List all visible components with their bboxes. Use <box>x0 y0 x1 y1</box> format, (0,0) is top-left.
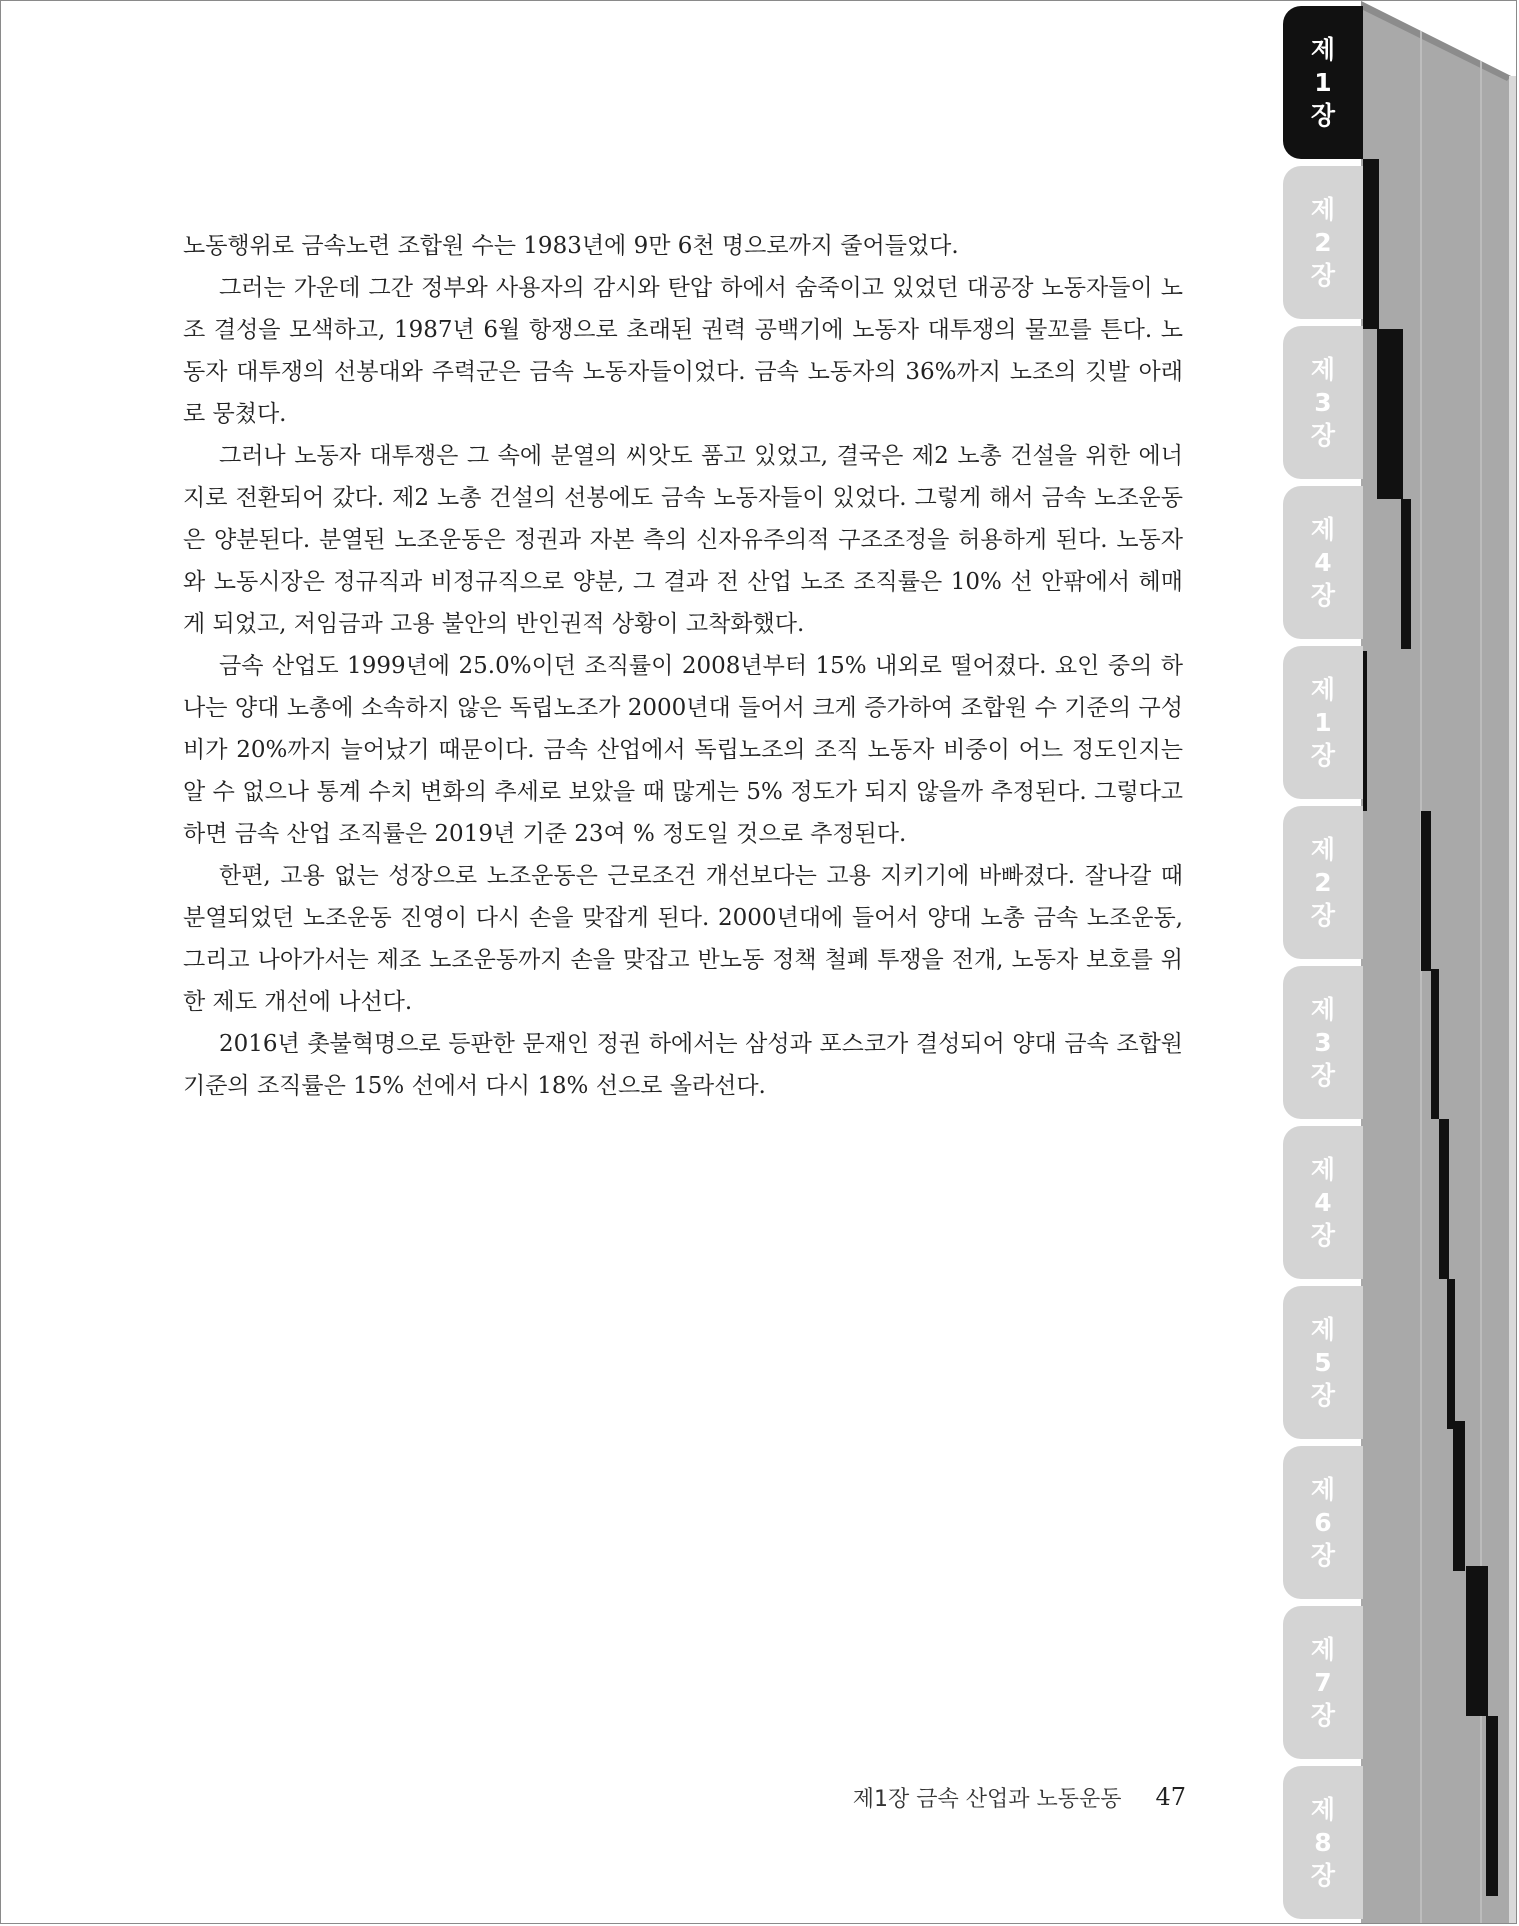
tab-chapter-7[interactable]: 제 7 장 <box>1283 1606 1363 1759</box>
paragraph-1: 노동행위로 금속노련 조합원 수는 1983년에 9만 6천 명으로까지 줄어들었다. <box>183 233 959 259</box>
tab-chapter-1[interactable]: 제 1 장 <box>1283 6 1363 159</box>
tab-chapter-5[interactable]: 제 5 장 <box>1283 1286 1363 1439</box>
paragraph-2: 그러는 가운데 그간 정부와 사용자의 감시와 탄압 하에서 숨죽이고 있었던 대공장 노동자들이 노조 결성을 모색하고, 1987년 6월 항쟁으로 초래된 권력 공백기에 노동자 대투쟁의 물꼬를 튼다. 노동자 대투쟁의 선봉대와 주력군은 금속 노동자들이었다. 금속 노동자의 36%까지 노조의 깃발 아래로 뭉쳤다. <box>183 275 1183 427</box>
tab-chapter-2-b[interactable]: 제 2 장 <box>1283 806 1363 959</box>
tab-chapter-6[interactable]: 제 6 장 <box>1283 1446 1363 1599</box>
tab-chapter-2[interactable]: 제 2 장 <box>1283 166 1363 319</box>
page-number: 47 <box>1155 1783 1186 1811</box>
paragraph-3: 그러나 노동자 대투쟁은 그 속에 분열의 씨앗도 품고 있었고, 결국은 제2 노총 건설을 위한 에너지로 전환되어 갔다. 제2 노총 건설의 선봉에도 금속 노동자들이 있었다. 그렇게 해서 금속 노조운동은 양분된다. 분열된 노조운동은 정권과 자본 측의 신자유주의적 구조조정을 허용하게 된다. 노동자와 노동시장은 정규직과 비정규직으로 양분, 그 결과 전 산업 노조 조직률은 10% 선 안팎에서 헤매게 되었고, 저임금과 고용 불안의 반인권적 상황이 고착화했다. <box>183 443 1183 637</box>
tab-chapter-4[interactable]: 제 4 장 <box>1283 486 1363 639</box>
body-text <box>183 225 1183 1107</box>
page-footer <box>821 1777 1186 1817</box>
tab-chapter-1-b[interactable]: 제 1 장 <box>1283 646 1363 799</box>
paragraph-5: 한편, 고용 없는 성장으로 노조운동은 근로조건 개선보다는 고용 지키기에 바빠졌다. 잘나갈 때 분열되었던 노조운동 진영이 다시 손을 맞잡게 된다. 2000년대에 들어서 양대 노총 금속 노조운동, 그리고 나아가서는 제조 노조운동까지 손을 맞잡고 반노동 정책 철폐 투쟁을 전개, 노동자 보호를 위한 제도 개선에 나선다. <box>183 863 1183 1015</box>
tab-chapter-8[interactable]: 제 8 장 <box>1283 1766 1363 1919</box>
paragraph-6: 2016년 촛불혁명으로 등판한 문재인 정권 하에서는 삼성과 포스코가 결성되어 양대 금속 조합원 기준의 조직률은 15% 선에서 다시 18% 선으로 올라선다. <box>183 1031 1183 1099</box>
tab-chapter-4-b[interactable]: 제 4 장 <box>1283 1126 1363 1279</box>
tab-chapter-3-b[interactable]: 제 3 장 <box>1283 966 1363 1119</box>
paragraph-4: 금속 산업도 1999년에 25.0%이던 조직률이 2008년부터 15% 내외로 떨어졌다. 요인 중의 하나는 양대 노총에 소속하지 않은 독립노조가 2000년대 들어서 크게 증가하여 조합원 수 기준의 구성비가 20%까지 늘어났기 때문이다. 금속 산업에서 독립노조의 조직 노동자 비중이 어느 정도인지는 알 수 없으나 통계 수치 변화의 추세로 보았을 때 많게는 5% 정도가 되지 않을까 추정된다. 그렇다고 하면 금속 산업 조직률은 2019년 기준 23여 % 정도일 것으로 추정된다. <box>183 653 1183 847</box>
running-footer-chapter: 제1장 금속 산업과 노동운동 <box>852 1786 1122 1812</box>
tab-chapter-3[interactable]: 제 3 장 <box>1283 326 1363 479</box>
